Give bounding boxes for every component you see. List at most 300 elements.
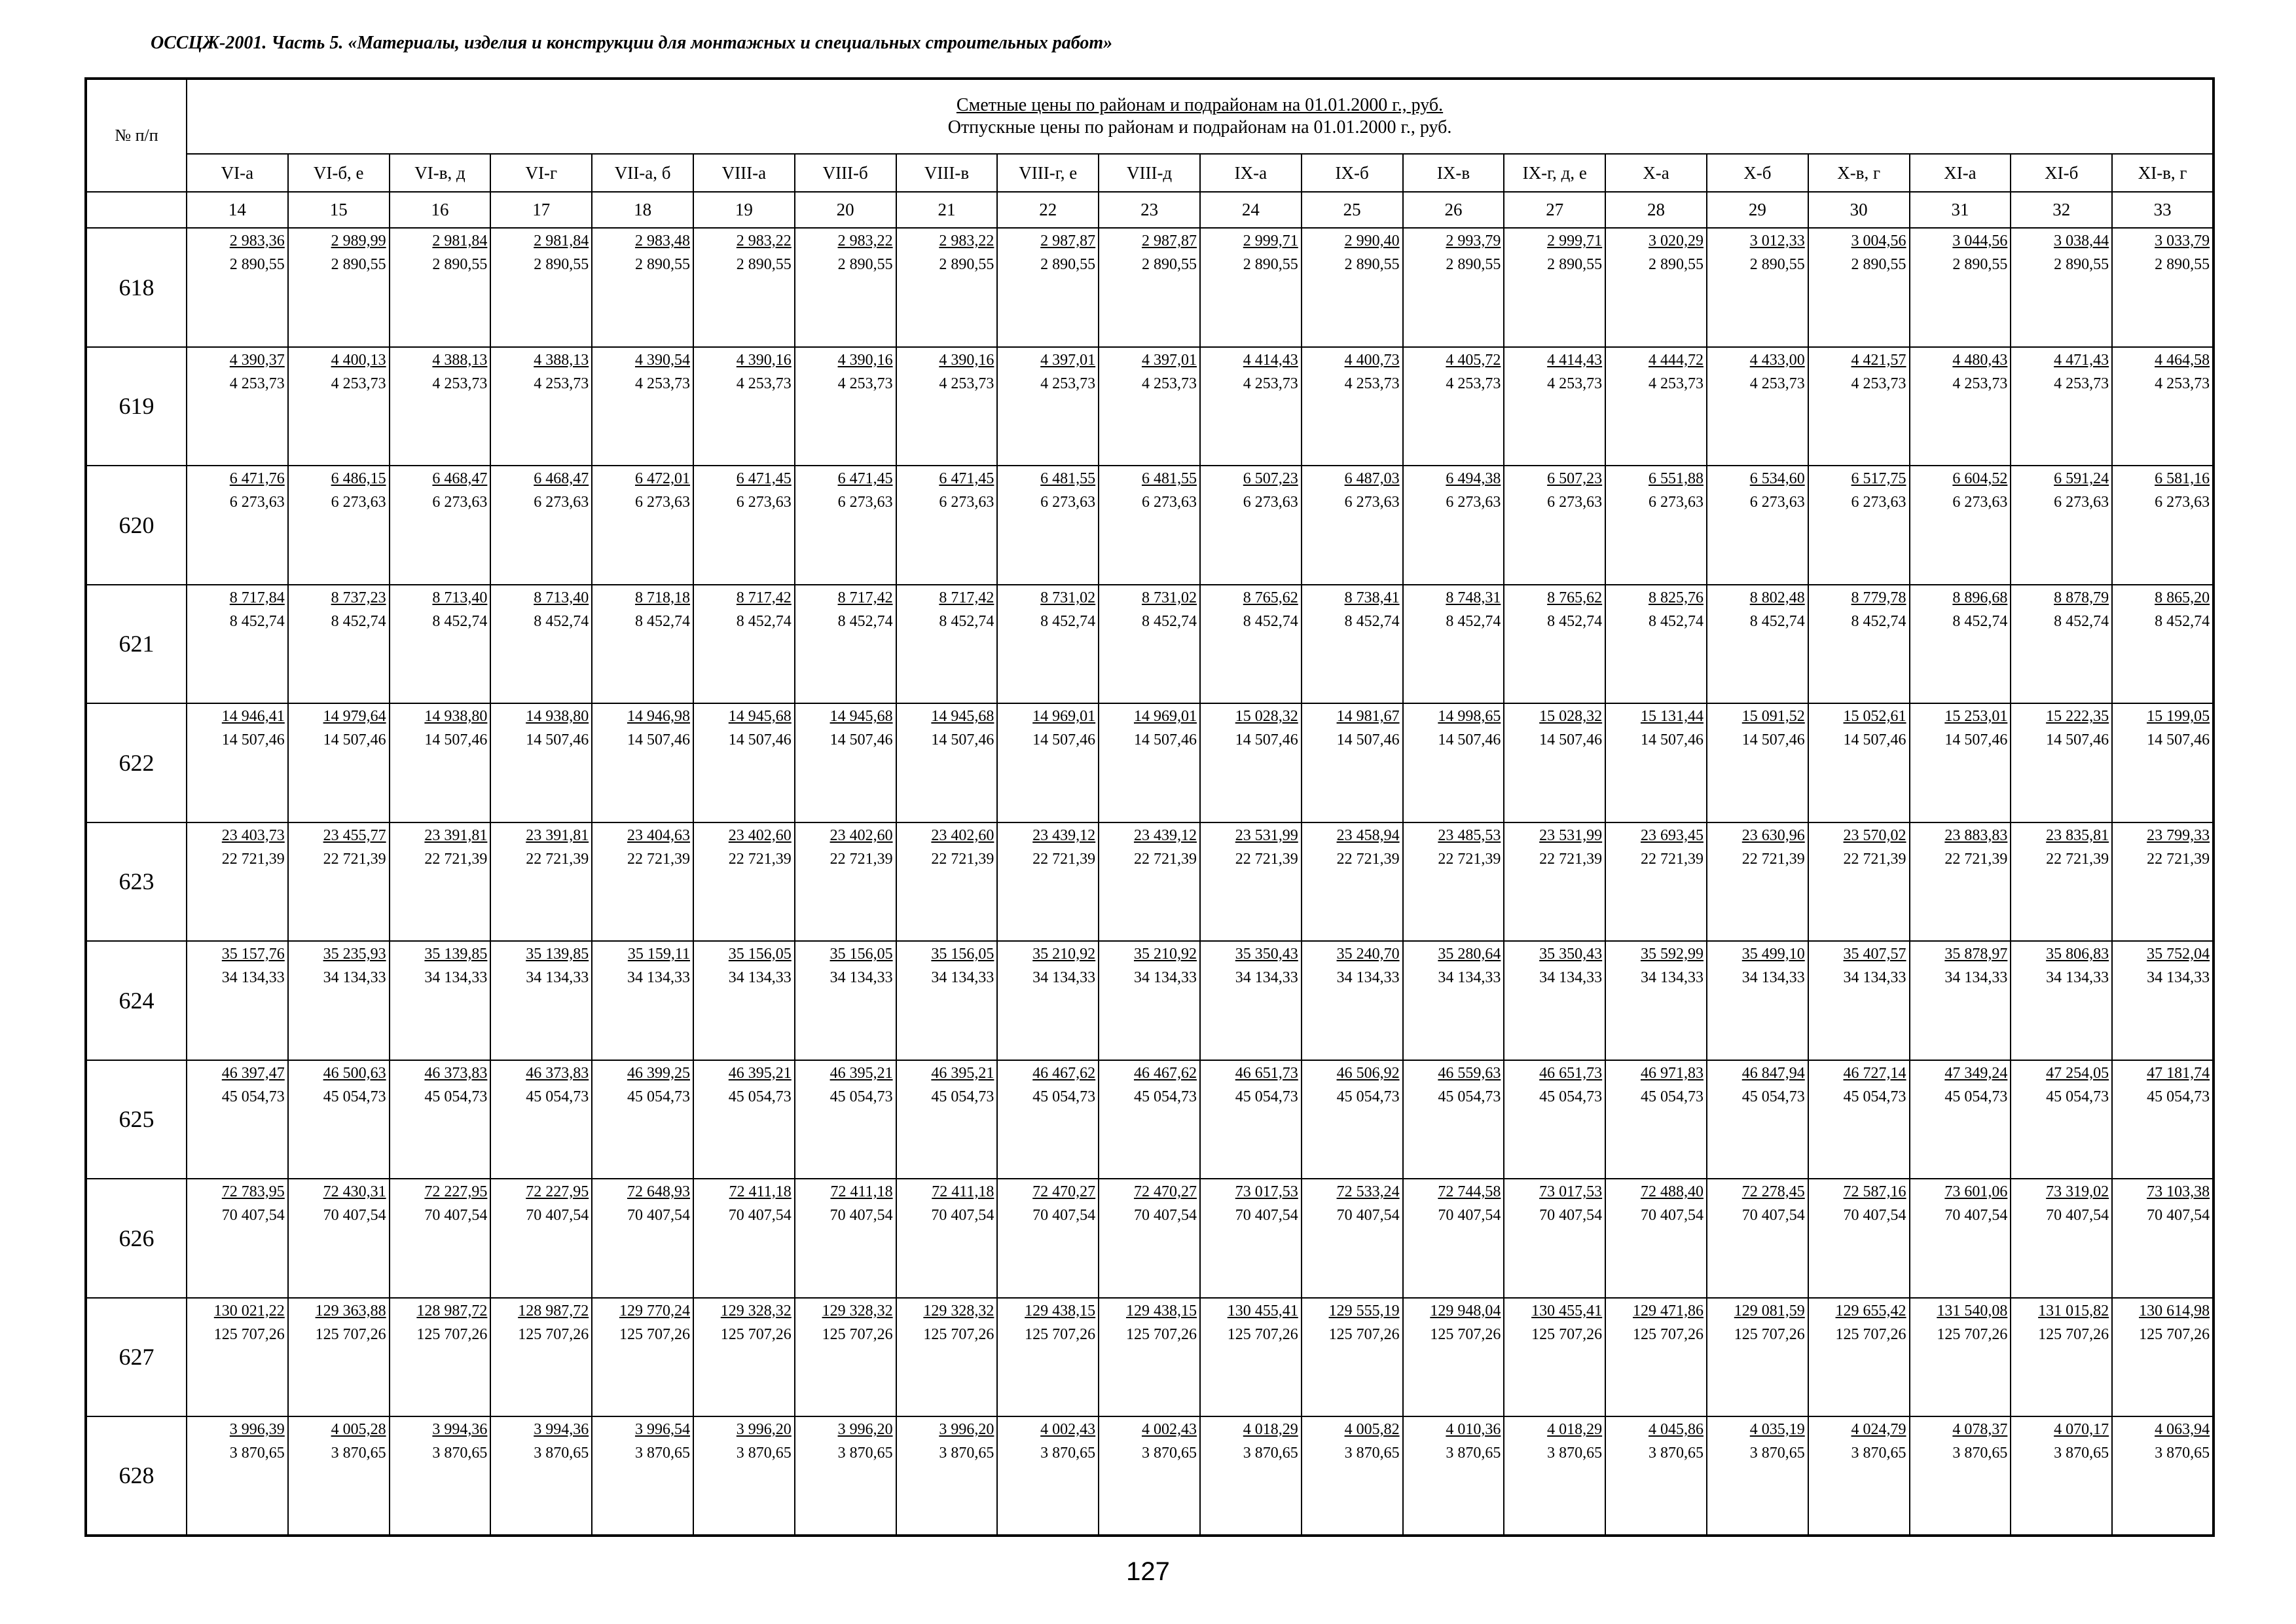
estimate-price: 8 713,40: [432, 589, 488, 606]
release-price: 70 407,54: [1133, 1207, 1197, 1224]
estimate-price: 46 373,83: [526, 1064, 589, 1082]
price-cell: [2112, 347, 2214, 466]
release-price: 4 253,73: [1243, 375, 1298, 392]
estimate-price: 131 540,08: [1937, 1302, 2008, 1320]
release-price: 22 721,39: [221, 850, 285, 868]
estimate-price: 129 328,32: [720, 1302, 792, 1320]
release-price: 45 054,73: [221, 1088, 285, 1105]
release-price: 45 054,73: [1438, 1088, 1501, 1105]
price-cell: [896, 1416, 998, 1536]
estimate-price: 6 507,23: [1243, 470, 1298, 487]
release-price: 34 134,33: [1438, 969, 1501, 986]
release-price: 3 870,65: [1040, 1445, 1096, 1462]
estimate-price: 2 983,36: [229, 232, 285, 249]
price-cell: [1910, 1060, 2011, 1179]
estimate-price: 14 938,80: [526, 708, 589, 725]
price-cell: [1910, 1416, 2011, 1536]
release-price: 70 407,54: [1944, 1207, 2008, 1224]
estimate-price: 8 748,31: [1446, 589, 1501, 606]
estimate-price: 23 799,33: [2147, 826, 2210, 844]
release-price: 125 707,26: [619, 1325, 690, 1343]
row-number: 628: [86, 1416, 187, 1536]
price-cell: [2112, 1060, 2214, 1179]
table-row: [86, 1416, 2214, 1536]
table-row: [86, 347, 2214, 466]
release-price: 22 721,39: [1944, 850, 2008, 868]
price-cell: [2011, 703, 2112, 822]
estimate-price: 23 402,60: [931, 826, 994, 844]
estimate-price: 35 156,05: [931, 946, 994, 963]
release-price: 14 507,46: [323, 731, 386, 748]
estimate-price: 46 506,92: [1336, 1064, 1400, 1082]
price-cell: [693, 585, 795, 704]
price-cell: [693, 1298, 795, 1417]
table-row: [86, 466, 2214, 585]
estimate-price: 72 488,40: [1640, 1183, 1704, 1200]
release-price: 6 273,63: [2155, 494, 2210, 511]
release-price: 3 870,65: [736, 1445, 792, 1462]
estimate-price: 8 802,48: [1749, 589, 1805, 606]
estimate-price: 15 199,05: [2147, 708, 2210, 725]
release-price: 45 054,73: [829, 1088, 893, 1105]
price-cell: [1910, 1179, 2011, 1298]
price-cell: [288, 1060, 390, 1179]
price-cell: [490, 1060, 592, 1179]
row-number: 624: [86, 941, 187, 1060]
release-price: 70 407,54: [728, 1207, 792, 1224]
price-cell: [1099, 1060, 1200, 1179]
release-price: 125 707,26: [720, 1325, 792, 1343]
release-price: 22 721,39: [1640, 850, 1704, 868]
estimate-price: 8 765,62: [1547, 589, 1603, 606]
price-cell: [390, 1179, 491, 1298]
release-price: 125 707,26: [1125, 1325, 1197, 1343]
estimate-price: 129 328,32: [923, 1302, 994, 1320]
row-number: 627: [86, 1298, 187, 1417]
price-cell: [2011, 1416, 2112, 1536]
column-number: 31: [1910, 192, 2011, 228]
estimate-price: 23 404,63: [627, 826, 690, 844]
estimate-price: 6 471,45: [939, 470, 994, 487]
release-price: 34 134,33: [2147, 969, 2210, 986]
region-header: X-а: [1605, 154, 1707, 192]
estimate-price: 129 328,32: [822, 1302, 893, 1320]
price-cell: [592, 822, 693, 942]
release-price: 2 890,55: [331, 256, 386, 273]
estimate-price: 72 648,93: [627, 1183, 690, 1200]
estimate-price: 35 240,70: [1336, 946, 1400, 963]
price-cell: [997, 1416, 1099, 1536]
estimate-price: 35 157,76: [221, 946, 285, 963]
price-cell: [1504, 941, 1605, 1060]
estimate-price: 2 990,40: [1344, 232, 1400, 249]
estimate-price: 4 414,43: [1547, 351, 1603, 369]
release-price: 3 870,65: [1243, 1445, 1298, 1462]
price-cell: [1808, 941, 1910, 1060]
estimate-price: 4 433,00: [1749, 351, 1805, 369]
price-cell: [1200, 822, 1302, 942]
estimate-price: 4 035,19: [1749, 1421, 1805, 1438]
price-cell: [1099, 466, 1200, 585]
release-price: 22 721,39: [1235, 850, 1298, 868]
estimate-price: 46 395,21: [728, 1064, 792, 1082]
release-price: 3 870,65: [634, 1445, 690, 1462]
release-price: 6 273,63: [939, 494, 994, 511]
estimate-price: 3 996,20: [736, 1421, 792, 1438]
release-price: 4 253,73: [1446, 375, 1501, 392]
estimate-price: 4 388,13: [432, 351, 488, 369]
column-number: 23: [1099, 192, 1200, 228]
region-header: IX-б: [1302, 154, 1403, 192]
estimate-price: 4 002,43: [1040, 1421, 1096, 1438]
release-price: 2 890,55: [1952, 256, 2008, 273]
price-cell: [1403, 347, 1504, 466]
release-price: 4 253,73: [331, 375, 386, 392]
price-cell: [1504, 1060, 1605, 1179]
release-price: 34 134,33: [1944, 969, 2008, 986]
release-price: 6 273,63: [1446, 494, 1501, 511]
estimate-price: 23 693,45: [1640, 826, 1704, 844]
release-price: 8 452,74: [1851, 612, 1906, 630]
release-price: 70 407,54: [323, 1207, 386, 1224]
release-price: 125 707,26: [518, 1325, 589, 1343]
price-cell: [1302, 585, 1403, 704]
estimate-price: 8 718,18: [634, 589, 690, 606]
estimate-price: 4 390,37: [229, 351, 285, 369]
release-price: 4 253,73: [736, 375, 792, 392]
price-cell: [2112, 1179, 2214, 1298]
price-cell: [490, 1298, 592, 1417]
release-price: 3 870,65: [1648, 1445, 1704, 1462]
release-price: 2 890,55: [432, 256, 488, 273]
release-price: 6 273,63: [1344, 494, 1400, 511]
release-price: 4 253,73: [2054, 375, 2109, 392]
price-cell: [1099, 1298, 1200, 1417]
price-cell: [1302, 466, 1403, 585]
row-number: 623: [86, 822, 187, 942]
estimate-price: 35 156,05: [728, 946, 792, 963]
release-price: 22 721,39: [2046, 850, 2109, 868]
table-row: [86, 585, 2214, 704]
release-price: 6 273,63: [1952, 494, 2008, 511]
release-price: 8 452,74: [1547, 612, 1603, 630]
estimate-price: 23 458,94: [1336, 826, 1400, 844]
release-price: 125 707,26: [1430, 1325, 1501, 1343]
release-price: 14 507,46: [627, 731, 690, 748]
price-cell: [896, 228, 998, 347]
release-price: 8 452,74: [229, 612, 285, 630]
estimate-price: 6 507,23: [1547, 470, 1603, 487]
price-cell: [1808, 822, 1910, 942]
price-cell: [490, 703, 592, 822]
estimate-price: 2 983,48: [634, 232, 690, 249]
release-price: 4 253,73: [534, 375, 589, 392]
estimate-price-title: Сметные цены по районам и подрайонам на 01.01.2000 г., руб.: [956, 95, 1444, 115]
price-cell: [1605, 1416, 1707, 1536]
release-price: 8 452,74: [1952, 612, 2008, 630]
price-cell: [2011, 466, 2112, 585]
release-price: 4 253,73: [1749, 375, 1805, 392]
release-price: 22 721,39: [1741, 850, 1805, 868]
estimate-price: 23 531,99: [1235, 826, 1298, 844]
release-price: 34 134,33: [323, 969, 386, 986]
release-price: 34 134,33: [1539, 969, 1603, 986]
release-price: 70 407,54: [526, 1207, 589, 1224]
price-cell: [187, 822, 288, 942]
region-header: XI-в, г: [2112, 154, 2214, 192]
release-price: 34 134,33: [1235, 969, 1298, 986]
column-number: 18: [592, 192, 693, 228]
estimate-price: 4 471,43: [2054, 351, 2109, 369]
estimate-price: 3 996,20: [939, 1421, 994, 1438]
price-cell: [288, 228, 390, 347]
release-price: 6 273,63: [1749, 494, 1805, 511]
price-cell: [1707, 941, 1808, 1060]
release-price: 6 273,63: [837, 494, 893, 511]
price-cell: [795, 1416, 896, 1536]
price-cell: [693, 1179, 795, 1298]
price-cell: [2112, 941, 2214, 1060]
release-price: 22 721,39: [1336, 850, 1400, 868]
price-cell: [592, 941, 693, 1060]
price-cell: [2112, 228, 2214, 347]
price-cell: [896, 1179, 998, 1298]
estimate-price: 14 979,64: [323, 708, 386, 725]
estimate-price: 2 993,79: [1446, 232, 1501, 249]
price-cell: [592, 228, 693, 347]
region-header: VIII-а: [693, 154, 795, 192]
release-price: 3 870,65: [2155, 1445, 2210, 1462]
release-price: 45 054,73: [1640, 1088, 1704, 1105]
price-table: [84, 77, 2215, 1537]
release-price: 8 452,74: [1648, 612, 1704, 630]
estimate-price: 4 414,43: [1243, 351, 1298, 369]
estimate-price: 46 500,63: [323, 1064, 386, 1082]
estimate-price: 14 998,65: [1438, 708, 1501, 725]
price-cell: [1200, 585, 1302, 704]
release-price: 125 707,26: [1227, 1325, 1298, 1343]
price-cell: [1605, 585, 1707, 704]
estimate-price: 46 395,21: [829, 1064, 893, 1082]
price-cell: [1808, 466, 1910, 585]
estimate-price: 6 604,52: [1952, 470, 2008, 487]
price-cell: [1707, 228, 1808, 347]
release-price: 8 452,74: [331, 612, 386, 630]
release-price: 34 134,33: [1843, 969, 1906, 986]
release-price: 4 253,73: [1851, 375, 1906, 392]
release-price: 22 721,39: [323, 850, 386, 868]
release-price: 14 507,46: [2046, 731, 2109, 748]
price-cell: [1099, 347, 1200, 466]
estimate-price: 4 444,72: [1648, 351, 1704, 369]
price-cell: [896, 1298, 998, 1417]
estimate-price: 4 421,57: [1851, 351, 1906, 369]
release-price: 125 707,26: [1632, 1325, 1704, 1343]
column-number: 15: [288, 192, 390, 228]
release-price: 45 054,73: [1843, 1088, 1906, 1105]
estimate-price: 4 390,16: [736, 351, 792, 369]
price-cell: [2011, 941, 2112, 1060]
table-title: [187, 79, 2214, 154]
price-cell: [693, 1060, 795, 1179]
estimate-price: 46 847,94: [1741, 1064, 1805, 1082]
release-price: 45 054,73: [931, 1088, 994, 1105]
release-price: 70 407,54: [627, 1207, 690, 1224]
estimate-price: 23 570,02: [1843, 826, 1906, 844]
estimate-price: 15 131,44: [1640, 708, 1704, 725]
price-cell: [1808, 347, 1910, 466]
price-cell: [390, 1060, 491, 1179]
estimate-price: 46 727,14: [1843, 1064, 1906, 1082]
estimate-price: 3 994,36: [534, 1421, 589, 1438]
release-price: 45 054,73: [1336, 1088, 1400, 1105]
estimate-price: 23 630,96: [1741, 826, 1805, 844]
estimate-price: 46 395,21: [931, 1064, 994, 1082]
release-price: 8 452,74: [432, 612, 488, 630]
price-cell: [1504, 466, 1605, 585]
estimate-price: 8 717,42: [837, 589, 893, 606]
estimate-price: 46 971,83: [1640, 1064, 1704, 1082]
estimate-price: 8 717,42: [736, 589, 792, 606]
price-cell: [693, 703, 795, 822]
release-price: 3 870,65: [1141, 1445, 1197, 1462]
release-price: 34 134,33: [627, 969, 690, 986]
price-cell: [1707, 1060, 1808, 1179]
price-cell: [288, 1416, 390, 1536]
release-price: 8 452,74: [1446, 612, 1501, 630]
release-price: 2 890,55: [837, 256, 893, 273]
price-cell: [1910, 347, 2011, 466]
estimate-price: 2 983,22: [837, 232, 893, 249]
estimate-price: 15 253,01: [1944, 708, 2008, 725]
estimate-price: 8 731,02: [1040, 589, 1096, 606]
release-price: 8 452,74: [1749, 612, 1805, 630]
estimate-price: 6 486,15: [331, 470, 386, 487]
estimate-price: 3 996,39: [229, 1421, 285, 1438]
column-number: 28: [1605, 192, 1707, 228]
row-number: 621: [86, 585, 187, 704]
price-cell: [2112, 466, 2214, 585]
row-number-header: № п/п: [86, 79, 187, 192]
release-price: 8 452,74: [736, 612, 792, 630]
estimate-price: 8 765,62: [1243, 589, 1298, 606]
release-price: 14 507,46: [1741, 731, 1805, 748]
column-number: 21: [896, 192, 998, 228]
estimate-price: 6 494,38: [1446, 470, 1501, 487]
estimate-price: 3 996,54: [634, 1421, 690, 1438]
release-price: 14 507,46: [1640, 731, 1704, 748]
price-cell: [896, 941, 998, 1060]
estimate-price: 46 651,73: [1235, 1064, 1298, 1082]
estimate-price: 129 363,88: [315, 1302, 386, 1320]
price-cell: [288, 822, 390, 942]
price-cell: [1910, 466, 2011, 585]
release-price: 8 452,74: [1040, 612, 1096, 630]
price-cell: [1504, 1416, 1605, 1536]
release-price: 70 407,54: [221, 1207, 285, 1224]
price-cell: [1099, 941, 1200, 1060]
price-cell: [1302, 1298, 1403, 1417]
estimate-price: 4 002,43: [1141, 1421, 1197, 1438]
estimate-price: 72 411,18: [729, 1183, 792, 1200]
estimate-price: 6 468,47: [432, 470, 488, 487]
release-price: 22 721,39: [627, 850, 690, 868]
release-price: 2 890,55: [939, 256, 994, 273]
estimate-price: 14 946,41: [221, 708, 285, 725]
region-header: VI-в, д: [390, 154, 491, 192]
table-row: [86, 1060, 2214, 1179]
release-price: 2 890,55: [2155, 256, 2210, 273]
release-price: 14 507,46: [1843, 731, 1906, 748]
estimate-price: 46 397,47: [221, 1064, 285, 1082]
column-number: 29: [1707, 192, 1808, 228]
release-price: 70 407,54: [2147, 1207, 2210, 1224]
price-cell: [1605, 822, 1707, 942]
price-cell: [1707, 822, 1808, 942]
price-cell: [795, 822, 896, 942]
price-cell: [1099, 822, 1200, 942]
estimate-price: 73 017,53: [1235, 1183, 1298, 1200]
estimate-price: 72 533,24: [1336, 1183, 1400, 1200]
release-price: 3 870,65: [229, 1445, 285, 1462]
price-cell: [288, 703, 390, 822]
estimate-price: 72 411,18: [932, 1183, 994, 1200]
estimate-price: 130 455,41: [1531, 1302, 1603, 1320]
estimate-price: 14 969,01: [1133, 708, 1197, 725]
region-header: IX-а: [1200, 154, 1302, 192]
release-price: 34 134,33: [1133, 969, 1197, 986]
estimate-price: 6 471,45: [837, 470, 893, 487]
price-cell: [390, 1298, 491, 1417]
release-price: 6 273,63: [1243, 494, 1298, 511]
price-cell: [1302, 822, 1403, 942]
estimate-price: 4 018,29: [1547, 1421, 1603, 1438]
estimate-price: 35 210,92: [1133, 946, 1197, 963]
column-number: 20: [795, 192, 896, 228]
price-cell: [997, 703, 1099, 822]
estimate-price: 35 350,43: [1539, 946, 1603, 963]
estimate-price: 131 015,82: [2038, 1302, 2109, 1320]
price-cell: [896, 585, 998, 704]
estimate-price: 3 038,44: [2054, 232, 2109, 249]
release-price: 3 870,65: [534, 1445, 589, 1462]
price-cell: [896, 466, 998, 585]
price-cell: [592, 1060, 693, 1179]
release-price: 34 134,33: [2046, 969, 2109, 986]
table-row: [86, 1179, 2214, 1298]
estimate-price: 23 439,12: [1133, 826, 1197, 844]
price-cell: [2112, 1298, 2214, 1417]
price-cell: [187, 941, 288, 1060]
release-price: 22 721,39: [1539, 850, 1603, 868]
region-header: IX-г, д, е: [1504, 154, 1605, 192]
estimate-price: 4 397,01: [1040, 351, 1096, 369]
release-price: 34 134,33: [221, 969, 285, 986]
release-price: 6 273,63: [1141, 494, 1197, 511]
price-cell: [693, 347, 795, 466]
price-cell: [288, 347, 390, 466]
estimate-price: 4 390,54: [634, 351, 690, 369]
column-number: 14: [187, 192, 288, 228]
release-price: 70 407,54: [931, 1207, 994, 1224]
price-cell: [2112, 1416, 2214, 1536]
release-price: 125 707,26: [1835, 1325, 1906, 1343]
release-price: 8 452,74: [634, 612, 690, 630]
price-cell: [997, 585, 1099, 704]
estimate-price: 8 896,68: [1952, 589, 2008, 606]
price-cell: [2011, 1060, 2112, 1179]
estimate-price: 130 455,41: [1227, 1302, 1298, 1320]
